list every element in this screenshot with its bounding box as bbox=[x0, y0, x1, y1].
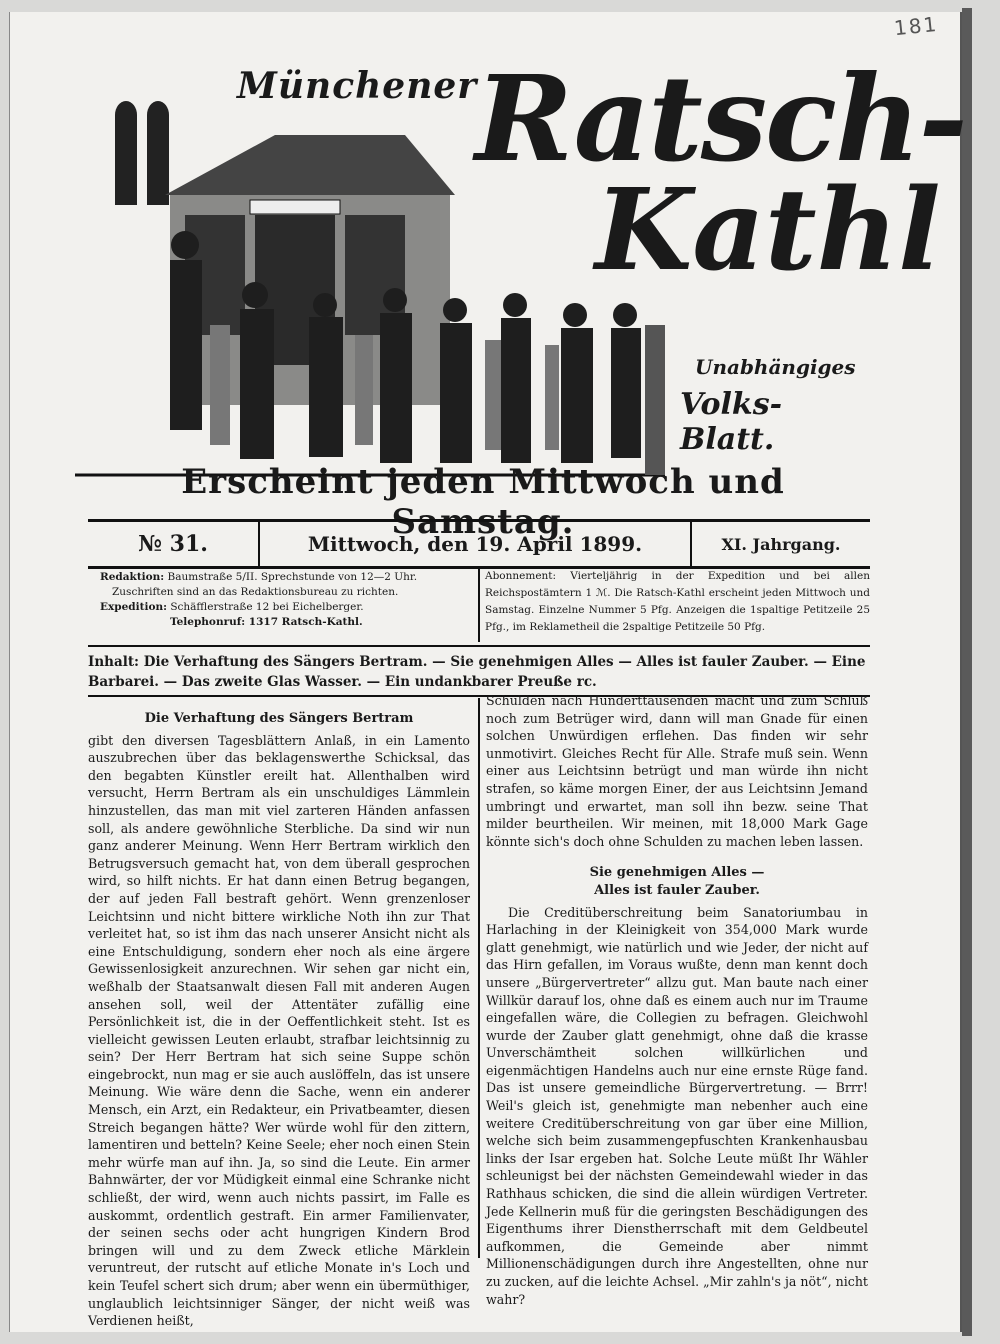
title-munchener: Münchener bbox=[237, 65, 478, 107]
issue-date: Mittwoch, den 19. April 1899. bbox=[260, 522, 692, 566]
article-genehmigen-heading2: Alles ist fauler Zauber. bbox=[594, 882, 760, 898]
subscription-info: Abonnement: Vierteljährig in der Expedition und bei allen Reichspostämtern 1 ℳ. Die Ratsch-Kathl erscheint jeden Mittwoch und Samstag. Einzelne Nummer 5 Pfg. Anzeigen die 1spaltige Petitzeile 25 Pfg., im Reklametheil die 2spaltige Petitzeile 50 Pfg. bbox=[485, 570, 870, 633]
column-divider bbox=[478, 698, 480, 1258]
rule-above-contents bbox=[88, 645, 870, 647]
article-bertram bbox=[88, 708, 470, 1330]
table-of-contents: Inhalt: Die Verhaftung des Sängers Bertram. — Sie genehmigen Alles — Alles ist fauler Zauber. — Eine Barbarei. — Das zweite Glas Wasser. — Ein undankbarer Preuße rc. bbox=[88, 654, 866, 690]
contact-label-expedition: Expedition: bbox=[100, 601, 167, 613]
publication-schedule: Erscheint jeden Mittwoch und Samstag. bbox=[181, 462, 785, 542]
page-edge-shadow bbox=[962, 8, 972, 1336]
article-bertram-continued: Schulden nach Hunderttausenden macht und zum Schluß noch zum Betrüger wird, dann will man Gnade für einen solchen Unwürdigen erflehen. Das finden wir sehr unmotivirt. Gleiches Recht für Alle. Strafe muß sein. Wenn einer aus Leichtsinn betrügt und man würde ihn nicht strafen, so käme morgen Einer, der aus Leichtsinn Jemand umbringt und erwartet, man soll ihn bezw. seine That milder beurtheilen. Wir meinen, mit 18,000 Mark Gage könnte sich's doch ohne Schulden zu machen leben lassen. bbox=[486, 693, 868, 849]
issue-year: XI. Jahrgang. bbox=[721, 534, 841, 554]
masthead bbox=[75, 49, 966, 457]
title-kathl: Kathl bbox=[595, 165, 941, 296]
article-bertram-text: gibt den diversen Tagesblättern Anlaß, in ein Lamento auszubrechen über das beklagenswerthe Schicksal, das den begabten Künstler ereilt hat. Allenthalben wird versucht, Herrn Bertram als ein unschuldiges Lämmlein hinzustellen, das man mit viel zarteren Händen anfassen soll, als andere gewöhnliche Sterbliche. Da sind wir nun ganz anderer Meinung. Wenn Herr Bertram wirklich den Betrugsversuch gemacht hat, von dem überall gesprochen wird, so hilft nichts. Er hat dann einen Betrug begangen, der auf jeden Fall bestraft gehört. Wenn grenzenloser Leichtsinn und nicht bittere wirkliche Noth ihn zur That verleitet hat, so ist ihm das nach unserer Ansicht nicht als eine Entschuldigung, sondern eher noch als eine ärgere Gewissenlosigkeit anzurechnen. Wir sehen gar nicht ein, weßhalb der Staatsanwalt diesen Fall mit anderen Augen ansehen soll, weil der Attentäter zufällig eine Persönlichkeit ist, die in der Oeffentlichkeit steht. Ist es vielleicht gewissen Leuten erlaubt, strafbar leichtsinnig zu sein? Der Herr Bertram hat sich seine Suppe schön eingebrockt, nun mag er sie auch auslöffeln, das ist unsere Meinung. Wie wäre denn die Sache, wenn ein anderer Mensch, ein Arzt, ein Redakteur, ein Privatbeamter, diesen Streich begangen hätte? Wer würde wohl für den zittern, lamentiren und betteln? Keine Seele; eher noch einen Stein mehr würfe man auf ihn. Ja, so sind die Leute. Ein armer Bahnwärter, der vor Müdigkeit einmal eine Schranke nicht schließt, der wird, wenn auch nichts passirt, im Falle es auskommt, ordentlich gestraft. Ein armer Familienvater, der seinen sechs oder acht hungrigen Kindern Brod bringen will und zu dem Zweck etliche Märklein veruntreut, der rutscht auf etliche Monate in's Loch und kein Teufel schert sich drum; aber wenn ein übermüthiger, unglaublich leichtsinniger Sänger, der nicht weiß was Verdienen heißt, bbox=[88, 732, 470, 1329]
article-genehmigen-heading1: Sie genehmigen Alles — bbox=[589, 865, 765, 881]
contact-label-redaktion: Redaktion: bbox=[100, 571, 165, 583]
article-bertram-heading: Die Verhaftung des Sängers Bertram bbox=[144, 711, 414, 726]
issue-info-bar bbox=[88, 519, 870, 569]
contact-redaktion: Baumstraße 5/II. Sprechstunde von 12—2 Uhr. bbox=[167, 571, 418, 583]
contact-block bbox=[100, 570, 480, 630]
divider-vertical bbox=[478, 566, 480, 642]
title-ratsch: Ratsch- bbox=[475, 49, 966, 188]
right-column bbox=[486, 692, 868, 1308]
issue-number: № 31. bbox=[88, 522, 260, 566]
contact-zuschriften: Zuschriften sind an das Redaktionsbureau zu richten. bbox=[112, 586, 399, 598]
subtitle-volksblatt: Volks-Blatt. bbox=[680, 387, 783, 457]
contact-expedition: Schäfflerstraße 12 bei Eichelberger. bbox=[170, 601, 364, 613]
contact-telephone: Telephonruf: 1317 Ratsch-Kathl. bbox=[170, 616, 363, 628]
subtitle-unabhangiges: Unabhängiges bbox=[695, 355, 856, 379]
article-genehmigen-text: Die Creditüberschreitung beim Sanatoriumbau in Harlaching in der Kleinigkeit von 354,000 Mark wurde glatt genehmigt, wie natürlich und wie Jeder, der nicht auf das Hirn gefallen, im Voraus wußte, denn man kennt doch unsere „Bürgervertreter“ allzu gut. Man baute nach einer Willkür darauf los, ohne daß es einem auch nur im Traume eingefallen wäre, die Collegien zu befragen. Gleichwohl wurde der Zauber glatt genehmigt, ohne daß die krasse Unverschämtheit solchen willkürlichen und eigenmächtigen Handelns auch nur eine ernste Rüge fand. Das ist unsere gemeindliche Bürgervertretung. — Brrr! Weil's gleich ist, genehmigte man nebenher auch eine weitere Creditüberschreitung von gar über eine Million, welche sich beim zusammengepfuschten Krankenhausbau links der Isar ergeben hat. Solche Leute müßt Ihr Wähler schleunigst bei der nächsten Gemeindewahl wieder in das Rathhaus schicken, die sind die allein würdigen Vertreter. Jede Kellnerin muß für die geringsten Beschädigungen des Eigenthums ihrer Dienstherrschaft mit dem Geldbeutel aufkommen, die Gemeinde aber nimmt Millionenschädigungen durch ihre Angestellten, ohne nur zu zucken, auf die leichte Achsel. „Mir zahln's ja nöt“, nicht wahr? bbox=[486, 904, 868, 1307]
archive-number: 181 bbox=[892, 11, 940, 41]
